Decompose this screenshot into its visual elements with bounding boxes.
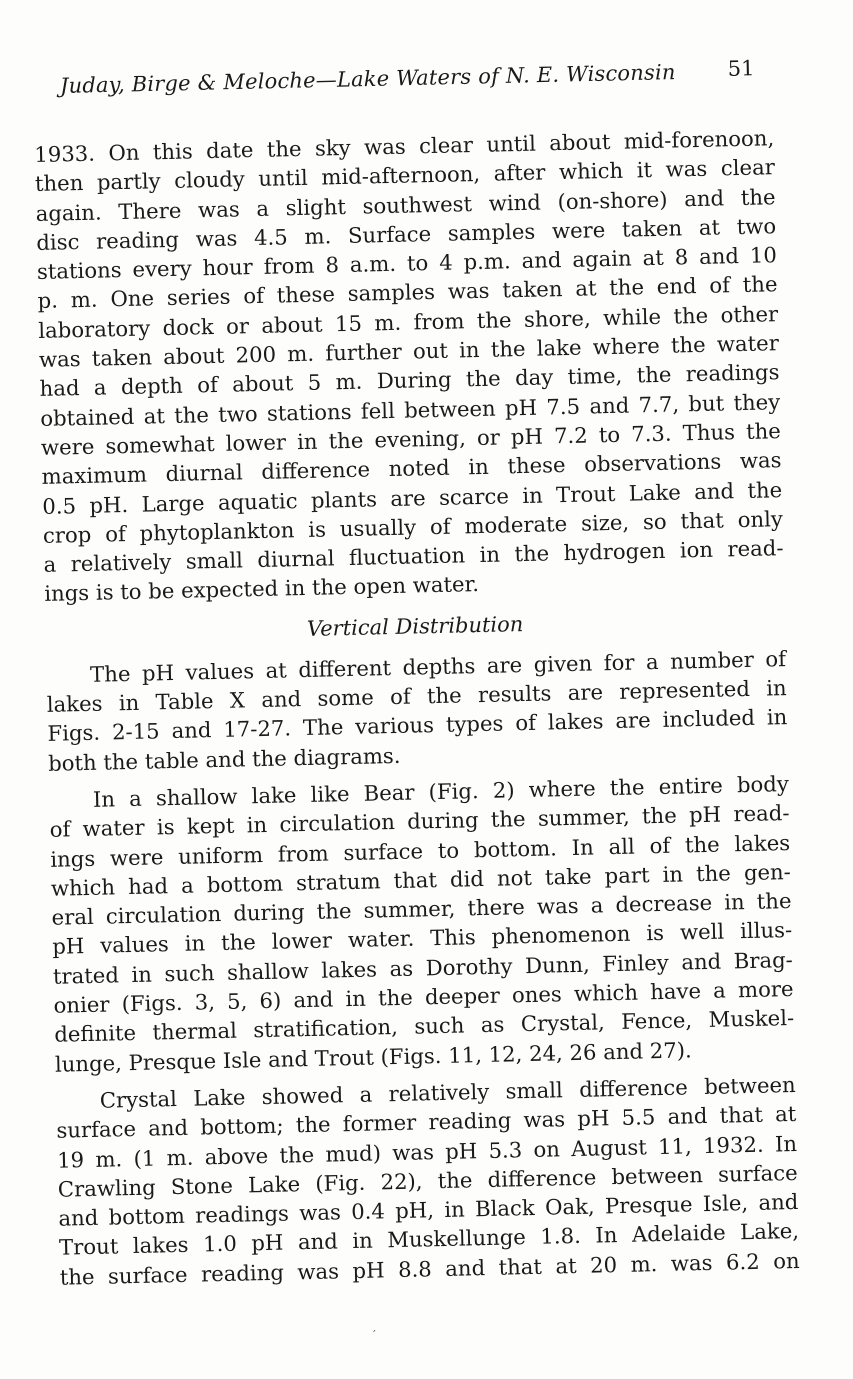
text-line: of water is kept in circulation during the summer, the pH read- <box>49 800 790 843</box>
text-line: In a shallow lake like Bear (Fig. 2) where the entire body <box>92 770 790 812</box>
text-line: ings is to be expected in the open water. <box>44 571 480 607</box>
text-line: ings were uniform from surface to bottom. In all of the lakes <box>50 829 791 872</box>
text-line: lunge, Presque Isle and Trout (Figs. 11, 12, 24, 26 and 27). <box>54 1036 692 1077</box>
text-line: and bottom readings was 0.4 pH, in Black Oak, Presque Isle, and <box>58 1189 799 1231</box>
text-line: then partly cloudy until mid-afternoon, after which it was clear <box>34 154 776 197</box>
text-line: onier (Figs. 3, 5, 6) and in the deeper ones which have a more <box>53 976 794 1018</box>
text-line: stations every hour from 8 a.m. to 4 p.m. and again at 8 and 10 <box>36 242 778 285</box>
text-line: the surface reading was pH 8.8 and that at 20 m. was 6.2 on <box>59 1247 800 1290</box>
page-number: 51 <box>727 56 755 81</box>
text-line: definite thermal stratification, such as Crystal, Fence, Muskel- <box>54 1005 795 1048</box>
section-heading: Vertical Distribution <box>306 611 524 641</box>
text-line: eral circulation during the summer, there was a decrease in the <box>51 888 792 930</box>
page-header <box>60 54 761 106</box>
text-line: were somewhat lower in the evening, or pH 7.2 to 7.3. Thus the <box>40 418 782 460</box>
text-line: surface and bottom; the former reading was pH 5.5 and that at <box>56 1101 797 1143</box>
text-line: was taken about 200 m. further out in the lake where the water <box>38 330 780 373</box>
text-line: both the table and the diagrams. <box>47 742 401 776</box>
text-line: which had a bottom stratum that did not take part in the gen- <box>50 858 792 901</box>
paragraph-1 <box>34 123 784 608</box>
text-line: Crawling Stone Lake (Fig. 22), the difference between surface <box>57 1159 798 1202</box>
text-line: Figs. 2-15 and 17-27. The various types of lakes are included in <box>47 704 788 747</box>
text-line: trated in such shallow lakes as Dorothy Dunn, Finley and Brag- <box>52 946 794 989</box>
body-text <box>34 123 800 1291</box>
text-line: maximum diurnal difference noted in these observations was <box>41 447 782 490</box>
text-line: laboratory dock or about 15 m. from the shore, while the other <box>38 300 779 343</box>
text-line: obtained at the two stations fell between pH 7.5 and 7.7, but they <box>40 388 781 431</box>
paragraph-2 <box>46 644 788 778</box>
text-line: a relatively small diurnal fluctuation in the hydrogen ion read- <box>43 535 784 578</box>
text-line: again. There was a slight southwest wind (on-shore) and the <box>35 183 776 226</box>
text-line: The pH values at different depths are given for a number of <box>89 645 787 687</box>
text-line: lakes in Table X and some of the results are represented in <box>46 675 787 717</box>
text-line: 19 m. (1 m. above the mud) was pH 5.3 on August 11, 1932. In <box>56 1130 798 1173</box>
text-line: crop of phytoplankton is usually of moderate size, so that only <box>42 505 784 548</box>
text-line: disc reading was 4.5 m. Surface samples were taken at two <box>36 213 777 255</box>
text-line: pH values in the lower water. This phenomenon is well illus- <box>52 917 793 960</box>
text-line: Crystal Lake showed a relatively small difference between <box>99 1071 796 1113</box>
text-line: had a depth of about 5 m. During the day time, the readings <box>39 359 780 402</box>
text-line: p. m. One series of these samples was taken at the end of the <box>37 271 778 314</box>
text-line: 1933. On this date the sky was clear until about mid-forenoon, <box>34 125 775 167</box>
print-speck: ′ <box>373 1328 376 1342</box>
text-line: Trout lakes 1.0 pH and in Muskellunge 1.8. In Adelaide Lake, <box>58 1218 800 1261</box>
paragraph-4 <box>55 1070 799 1292</box>
text-line: 0.5 pH. Large aquatic plants are scarce in Trout Lake and the <box>42 476 783 519</box>
paragraph-3 <box>49 769 795 1079</box>
running-head: Juday, Birge & Meloche—Lake Waters of N. E. Wisconsin <box>59 60 676 98</box>
